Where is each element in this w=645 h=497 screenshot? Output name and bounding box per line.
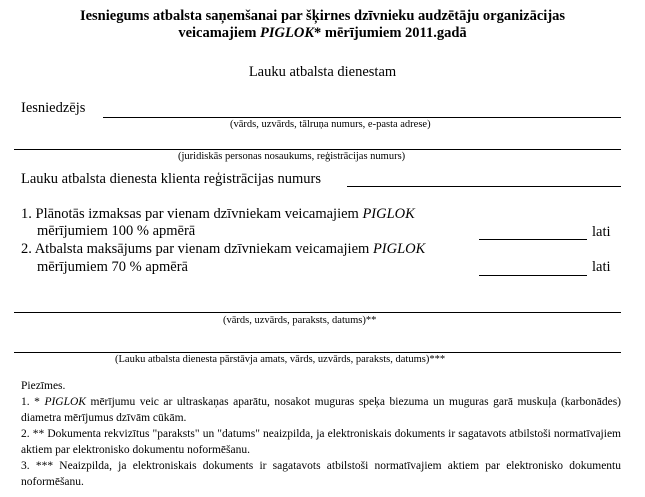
- note-2: 2. ** Dokumenta rekvizītus "paraksts" un "datums" neaizpilda, ja elektroniskais dokuments ir sagatavots atbilstoši normatīvajiem aktiem par elektronisko dokumentu noformēšanu.: [21, 428, 621, 456]
- signature-hint: (vārds, uzvārds, paraksts, datums)**: [223, 315, 377, 326]
- item-1-italic: PIGLOK: [362, 206, 415, 222]
- item-2-unit: lati: [592, 259, 611, 275]
- form-title: [0, 8, 645, 42]
- notes-heading: Piezīmes.: [21, 380, 66, 392]
- legal-person-input-line[interactable]: [14, 149, 621, 150]
- item-2-text: 2. Atbalsta maksājums par vienam dzīvniekam veicamajiem: [21, 241, 373, 257]
- applicant-label: Iesniedzējs: [21, 100, 86, 116]
- signature-input-line[interactable]: [14, 312, 621, 313]
- note-1: [21, 394, 621, 426]
- note-1-text: mērījumu veic ar ultraskaņas aparātu, nosakot muguras speķa biezuma un muguras garā muskuļa (karbonādes) diametra mērījumus dzīvām cūkām.: [21, 396, 622, 424]
- title-line-2-suffix: * mērījumiem 2011.gadā: [314, 25, 467, 41]
- legal-person-hint: (juridiskās personas nosaukums, reģistrācijas numurs): [178, 151, 406, 162]
- item-2-amount-line[interactable]: [479, 275, 587, 276]
- item-1-unit: lati: [592, 224, 611, 240]
- client-reg-label: Lauku atbalsta dienesta klienta reģistrācijas numurs: [21, 171, 321, 187]
- title-line-2: [0, 25, 645, 42]
- item-1-amount-line[interactable]: [479, 239, 587, 240]
- title-line-2-prefix: veicamajiem: [178, 25, 261, 41]
- title-line-2-italic: PIGLOK: [260, 25, 315, 41]
- item-2-line-1: [21, 241, 425, 258]
- item-1-text: 1. Plānotās izmaksas par vienam dzīvniekam veicamajiem: [21, 206, 363, 222]
- note-1-prefix: 1. *: [21, 396, 45, 408]
- note-3: 3. *** Neaizpilda, ja elektroniskais dokuments ir sagatavots atbilstoši normatīvajiem aktiem par elektronisko dokumentu noformēšanu.: [21, 460, 621, 488]
- item-1-line-2: mērījumiem 100 % apmērā: [37, 223, 196, 239]
- notes-section: [21, 378, 621, 490]
- note-1-italic: PIGLOK: [44, 396, 86, 408]
- item-1-line-1: [21, 206, 415, 223]
- recipient: Lauku atbalsta dienestam: [248, 64, 397, 80]
- applicant-hint: (vārds, uzvārds, tālruņa numurs, e-pasta adrese): [230, 119, 431, 130]
- title-line-1: Iesniegums atbalsta saņemšanai par šķirnes dzīvnieku audzētāju organizācijas: [79, 8, 566, 24]
- applicant-input-line[interactable]: [103, 117, 621, 118]
- official-input-line[interactable]: [14, 352, 621, 353]
- official-hint: (Lauku atbalsta dienesta pārstāvja amats, vārds, uzvārds, paraksts, datums)***: [115, 354, 446, 365]
- item-2-line-2: mērījumiem 70 % apmērā: [37, 259, 188, 275]
- client-reg-input-line[interactable]: [347, 186, 621, 187]
- item-2-italic: PIGLOK: [372, 241, 426, 257]
